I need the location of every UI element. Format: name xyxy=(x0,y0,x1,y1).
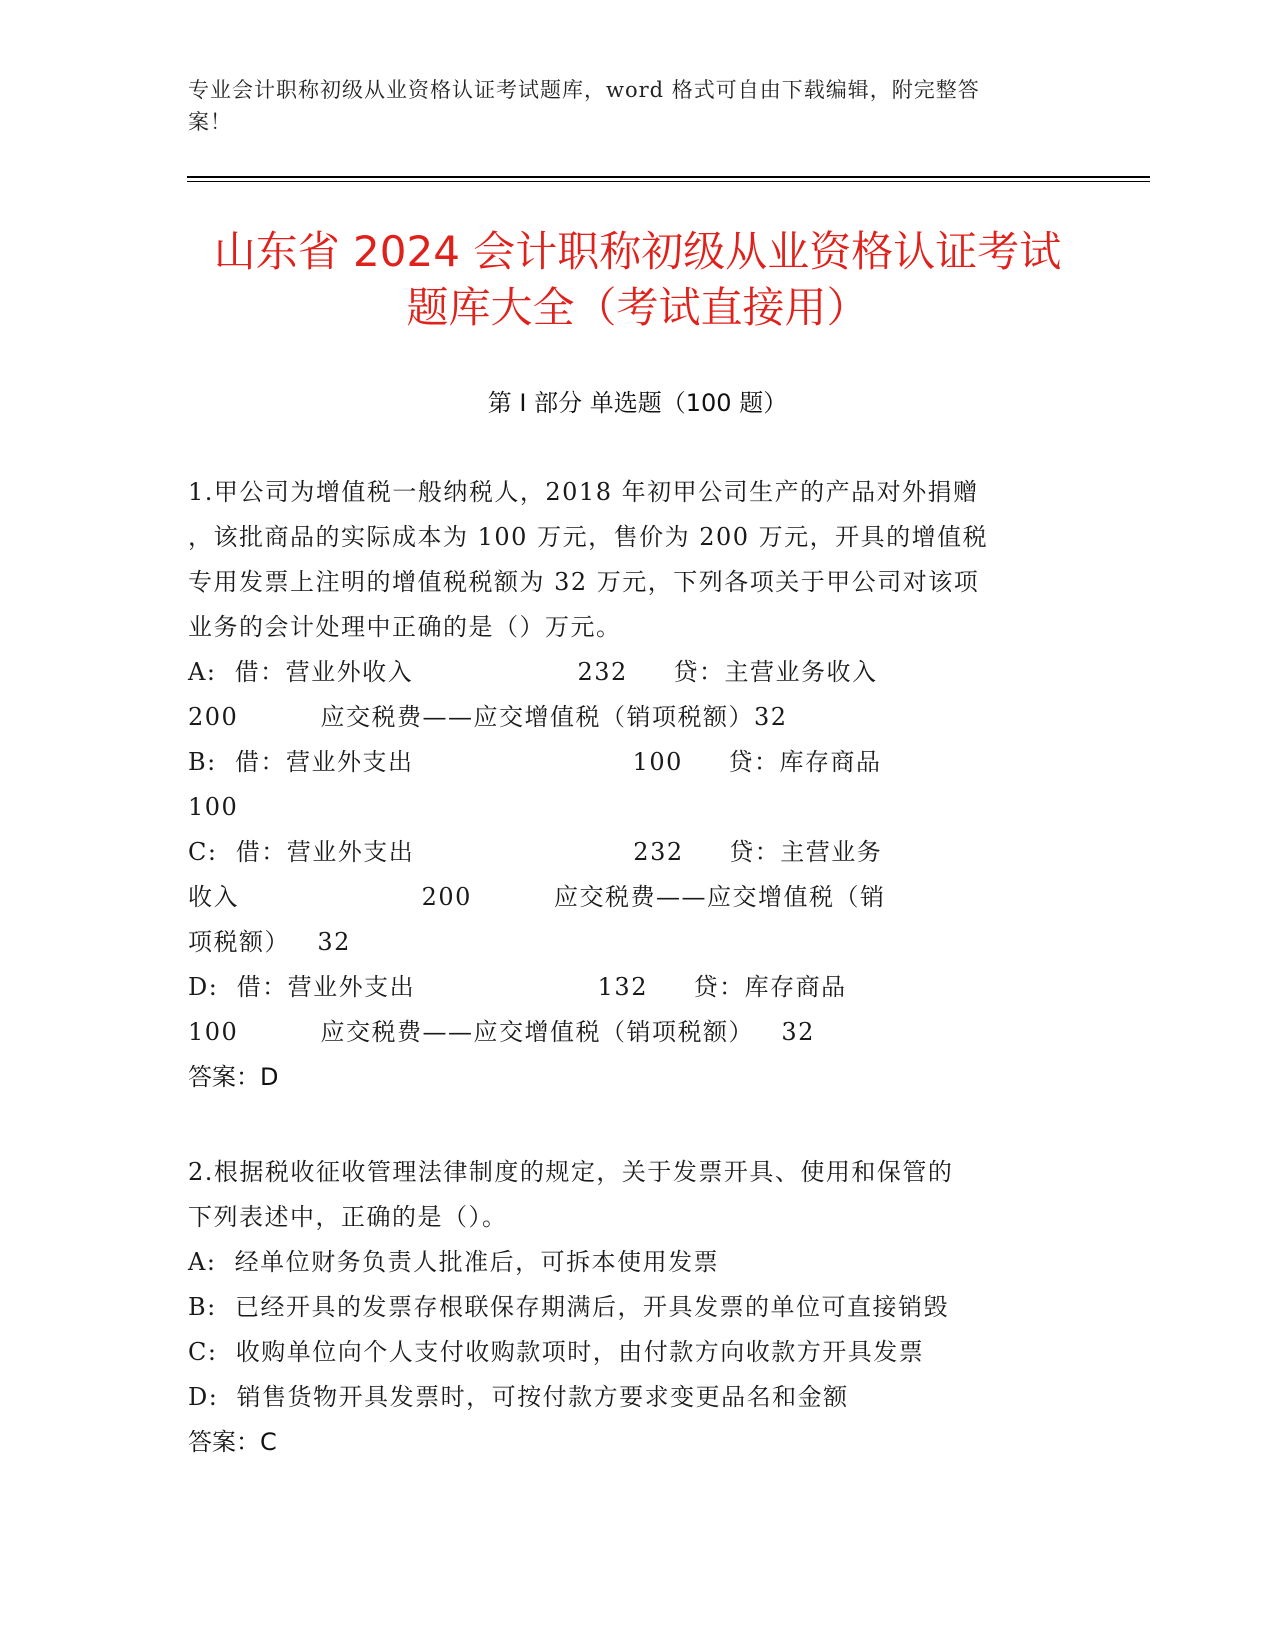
option-line: 200 应交税费——应交增值税（销项税额）32 xyxy=(188,703,788,731)
answer-line: 答案：D xyxy=(188,1063,279,1091)
option-line: D: 销售货物开具发票时，可按付款方要求变更品名和金额 xyxy=(188,1383,849,1411)
option-line: B: 借：营业外支出 100 贷：库存商品 xyxy=(188,748,882,776)
document-title xyxy=(150,224,1125,336)
option-line: C: 收购单位向个人支付收购款项时，由付款方向收款方开具发票 xyxy=(188,1338,925,1366)
header-divider-thin xyxy=(187,181,1150,182)
option-line: 100 xyxy=(188,793,239,821)
question-line: 专用发票上注明的增值税税额为 32 万元，下列各项关于甲公司对该项 xyxy=(188,568,980,596)
question-block xyxy=(188,1150,953,1465)
question-line: 1.甲公司为增值税一般纳税人，2018 年初甲公司生产的产品对外捐赠 xyxy=(188,478,979,506)
option-line: B: 已经开具的发票存根联保存期满后，开具发票的单位可直接销毁 xyxy=(188,1293,949,1321)
question-line: ，该批商品的实际成本为 100 万元，售价为 200 万元，开具的增值税 xyxy=(188,523,989,551)
header-note xyxy=(188,74,1068,138)
option-line: A: 借：营业外收入 232 贷：主营业务收入 xyxy=(188,658,878,686)
option-line: C: 借：营业外支出 232 贷：主营业务 xyxy=(188,838,883,866)
question-line: 业务的会计处理中正确的是（）万元。 xyxy=(188,613,622,641)
header-note-line: 案！ xyxy=(188,110,232,134)
title-line: 山东省 2024 会计职称初级从业资格认证考试 xyxy=(213,227,1062,276)
answer-line: 答案：C xyxy=(188,1428,277,1456)
title-line: 题库大全（考试直接用） xyxy=(406,283,869,332)
option-line: 100 应交税费——应交增值税（销项税额） 32 xyxy=(188,1018,815,1046)
header-divider-thick xyxy=(187,176,1150,178)
option-line: A: 经单位财务负责人批准后，可拆本使用发票 xyxy=(188,1248,720,1276)
option-line: 项税额） 32 xyxy=(188,928,351,956)
question-block xyxy=(188,470,988,1100)
question-line: 2.根据税收征收管理法律制度的规定，关于发票开具、使用和保管的 xyxy=(188,1158,954,1186)
question-line: 下列表述中，正确的是（）。 xyxy=(188,1203,508,1231)
section-title: 第 I 部分 单选题（100 题） xyxy=(487,389,788,417)
header-note-line: 专业会计职称初级从业资格认证考试题库，word 格式可自由下载编辑，附完整答 xyxy=(188,78,980,102)
option-line: 收入 200 应交税费——应交增值税（销 xyxy=(188,883,886,911)
option-line: D: 借：营业外支出 132 贷：库存商品 xyxy=(188,973,847,1001)
